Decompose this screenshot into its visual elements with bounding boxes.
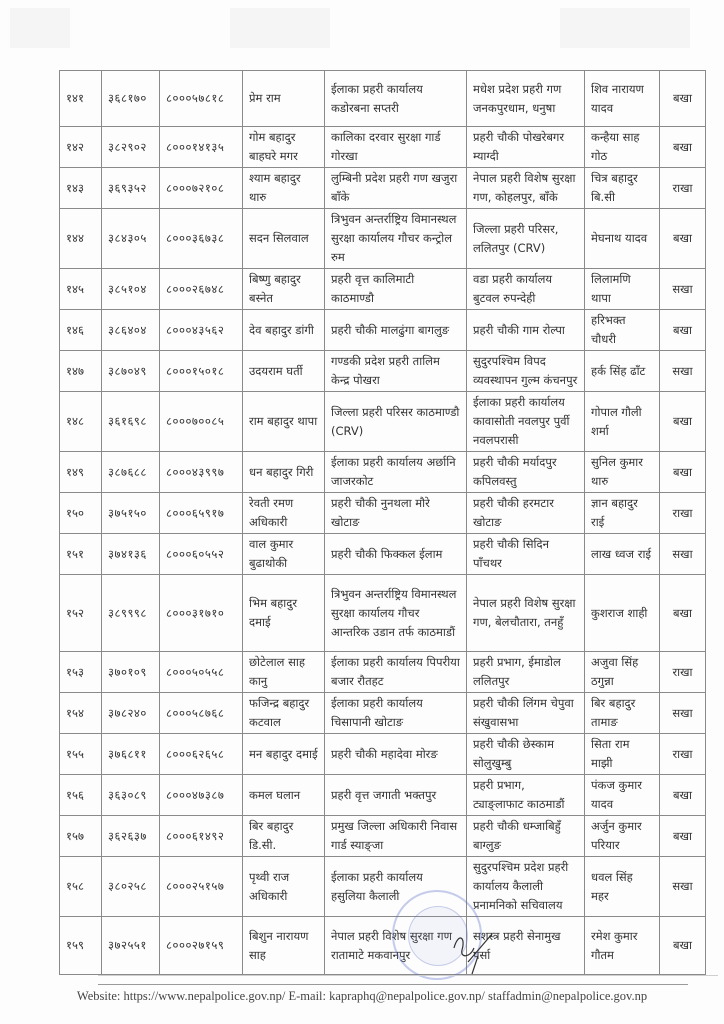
serial-number-cell: १४१ (60, 71, 102, 127)
table-row (60, 392, 706, 452)
current-office-cell: त्रिभुवन अन्तर्राष्ट्रिय विमानस्थल सुरक्षा कार्यालय गौचर आन्तरिक उडान तर्फ काठमाडौं (325, 575, 467, 652)
employee-name-cell: श्याम बहादुर थारु (243, 168, 325, 209)
transfer-table-body (60, 71, 706, 975)
current-office-cell: ईलाका प्रहरी कार्यालय चिसापानी खोटाङ (325, 693, 467, 734)
code-number-cell: ८०००६१४९२ (160, 816, 243, 857)
transfer-office-cell: प्रहरी चौकी लिंगम चेपुवा संखुवासभा (467, 693, 585, 734)
employee-name-cell: भिम बहादुर दमाई (243, 575, 325, 652)
section-status-cell: राखा (660, 734, 706, 775)
serial-number-cell: १५५ (60, 734, 102, 775)
current-office-cell: प्रहरी चौकी नुनथला मौरे खोटाङ (325, 493, 467, 534)
section-status-cell: बखा (660, 816, 706, 857)
section-status-cell: सखा (660, 534, 706, 575)
serial-number-cell: १४८ (60, 392, 102, 452)
serial-number-cell: १४७ (60, 351, 102, 392)
employee-name-cell: बिर बहादुर डि.सी. (243, 816, 325, 857)
transfer-office-cell: प्रहरी चौकी पोखरेबगर म्याग्दी (467, 127, 585, 168)
table-row (60, 310, 706, 351)
personnel-id-cell: ३८७६८८ (102, 452, 160, 493)
personnel-id-cell: ३८९९९८ (102, 575, 160, 652)
footer-contact: Website: https://www.nepalpolice.gov.np/ E-mail: kapraphq@nepalpolice.gov.np/ staffadmin@nepalpolice.gov.np (76, 989, 648, 1003)
employee-name-cell: पृथ्वी राज अधिकारी (243, 857, 325, 917)
section-status-cell: सखा (660, 269, 706, 310)
section-status-cell: सखा (660, 693, 706, 734)
current-office-cell: प्रहरी चौकी महादेवा मोरङ (325, 734, 467, 775)
personnel-id-cell: ३८४३०५ (102, 209, 160, 269)
current-office-cell: प्रहरी चौकी फिक्कल ईलाम (325, 534, 467, 575)
employee-name-cell: फजिन्द्र बहादुर कटवाल (243, 693, 325, 734)
current-office-cell: प्रहरी वृत्त कालिमाटी काठमाण्डौ (325, 269, 467, 310)
section-status-cell: सखा (660, 857, 706, 917)
personnel-id-cell: ३६१६९८ (102, 392, 160, 452)
personnel-id-cell: ३८६४०४ (102, 310, 160, 351)
personnel-id-cell: ३७५१५० (102, 493, 160, 534)
code-number-cell: ८०००६५९१७ (160, 493, 243, 534)
officer-name-cell: धवल सिंह महर (585, 857, 660, 917)
serial-number-cell: १४४ (60, 209, 102, 269)
employee-name-cell: वाल कुमार बुढाथोकी (243, 534, 325, 575)
table-row (60, 351, 706, 392)
section-status-cell: बखा (660, 310, 706, 351)
employee-name-cell: देव बहादुर डांगी (243, 310, 325, 351)
table-row (60, 71, 706, 127)
transfer-table (59, 70, 706, 975)
officer-name-cell: चित्र बहादुर बि.सी (585, 168, 660, 209)
transfer-office-cell: मधेश प्रदेश प्रहरी गण जनकपुरधाम, धनुषा (467, 71, 585, 127)
personnel-id-cell: ३८५१०४ (102, 269, 160, 310)
code-number-cell: ८०००४३५६२ (160, 310, 243, 351)
transfer-office-cell: प्रहरी चौकी मर्यादपुर कपिलवस्तु (467, 452, 585, 493)
officer-name-cell: पंकज कुमार यादव (585, 775, 660, 816)
current-office-cell: गण्डकी प्रदेश प्रहरी तालिम केन्द्र पोखरा (325, 351, 467, 392)
table-row (60, 857, 706, 917)
current-office-cell: ईलाका प्रहरी कार्यालय कडोरबना सप्तरी (325, 71, 467, 127)
personnel-id-cell: ३६९३५२ (102, 168, 160, 209)
current-office-cell: ईलाका प्रहरी कार्यालय अर्छानि जाजरकोट (325, 452, 467, 493)
footer-divider (98, 984, 688, 985)
footer-divider-light (98, 975, 718, 976)
officer-name-cell: कन्हैया साह गोठ (585, 127, 660, 168)
serial-number-cell: १४२ (60, 127, 102, 168)
code-number-cell: ८०००१५०१८ (160, 351, 243, 392)
code-number-cell: ८०००४७३८७ (160, 775, 243, 816)
code-number-cell: ८०००७२१०८ (160, 168, 243, 209)
employee-name-cell: धन बहादुर गिरी (243, 452, 325, 493)
employee-name-cell: गोम बहादुर बाहघरे मगर (243, 127, 325, 168)
employee-name-cell: बिष्णु बहादुर बस्नेत (243, 269, 325, 310)
officer-name-cell: अजुवा सिंह ठगुन्ना (585, 652, 660, 693)
current-office-cell: जिल्ला प्रहरी परिसर काठमाण्डौ (CRV) (325, 392, 467, 452)
transfer-office-cell: प्रहरी प्रभाग, ट्याङ्लाफाट काठमाडौं (467, 775, 585, 816)
table-row (60, 575, 706, 652)
transfer-office-cell: नेपाल प्रहरी विशेष सुरक्षा गण, बेलचौतारा, तनहुँ (467, 575, 585, 652)
section-status-cell: बखा (660, 917, 706, 975)
table-row (60, 452, 706, 493)
code-number-cell: ८०००६०५५२ (160, 534, 243, 575)
serial-number-cell: १४३ (60, 168, 102, 209)
serial-number-cell: १५१ (60, 534, 102, 575)
code-number-cell: ८०००२५१५७ (160, 857, 243, 917)
personnel-id-cell: ३६८१७० (102, 71, 160, 127)
serial-number-cell: १५२ (60, 575, 102, 652)
transfer-office-cell: सशस्त्र प्रहरी सेनामुख पर्सा (467, 917, 585, 975)
serial-number-cell: १४५ (60, 269, 102, 310)
transfer-office-cell: ईलाका प्रहरी कार्यालय कावासोती नवलपुर पुर्वी नवलपरासी (467, 392, 585, 452)
transfer-office-cell: सुदुरपश्चिम प्रदेश प्रहरी कार्यालय कैलाली प्रनामनिको सचिवालय (467, 857, 585, 917)
officer-name-cell: कुशराज शाही (585, 575, 660, 652)
serial-number-cell: १५३ (60, 652, 102, 693)
table-row (60, 534, 706, 575)
code-number-cell: ८०००३१७१० (160, 575, 243, 652)
employee-name-cell: उदयराम घर्ती (243, 351, 325, 392)
employee-name-cell: बिशुन नारायण साह (243, 917, 325, 975)
section-status-cell: राखा (660, 168, 706, 209)
transfer-office-cell: नेपाल प्रहरी विशेष सुरक्षा गण, कोहलपुर, बाँके (467, 168, 585, 209)
personnel-id-cell: ३८७०४९ (102, 351, 160, 392)
serial-number-cell: १५४ (60, 693, 102, 734)
employee-name-cell: रेवती रमण अधिकारी (243, 493, 325, 534)
officer-name-cell: हरिभक्त चौधरी (585, 310, 660, 351)
officer-name-cell: गोपाल गौली शर्मा (585, 392, 660, 452)
section-status-cell: बखा (660, 575, 706, 652)
officer-name-cell: हर्क सिंह ढाँट (585, 351, 660, 392)
personnel-id-cell: ३८०२५८ (102, 857, 160, 917)
table-row (60, 269, 706, 310)
personnel-id-cell: ३७६८११ (102, 734, 160, 775)
transfer-office-cell: प्रहरी चौकी हरमटार खोटाङ (467, 493, 585, 534)
transfer-office-cell: प्रहरी चौकी सिदिन पाँचथर (467, 534, 585, 575)
table-row (60, 734, 706, 775)
current-office-cell: ईलाका प्रहरी कार्यालय हसुलिया कैलाली (325, 857, 467, 917)
personnel-id-cell: ३७४१३६ (102, 534, 160, 575)
transfer-office-cell: प्रहरी प्रभाग, ईमाडोल ललितपुर (467, 652, 585, 693)
table-row (60, 693, 706, 734)
section-status-cell: बखा (660, 127, 706, 168)
code-number-cell: ८०००५८७६८ (160, 693, 243, 734)
current-office-cell: कालिका दरवार सुरक्षा गार्ड गोरखा (325, 127, 467, 168)
officer-name-cell: सिता राम माझी (585, 734, 660, 775)
table-row (60, 775, 706, 816)
serial-number-cell: १५६ (60, 775, 102, 816)
serial-number-cell: १४९ (60, 452, 102, 493)
section-status-cell: बखा (660, 392, 706, 452)
current-office-cell: प्रहरी वृत्त जगाती भक्तपुर (325, 775, 467, 816)
employee-name-cell: मन बहादुर दमाई (243, 734, 325, 775)
officer-name-cell: मेघनाथ यादव (585, 209, 660, 269)
employee-name-cell: सदन सिलवाल (243, 209, 325, 269)
table-row (60, 917, 706, 975)
transfer-office-cell: जिल्ला प्रहरी परिसर, ललितपुर (CRV) (467, 209, 585, 269)
officer-name-cell: ज्ञान बहादुर राई (585, 493, 660, 534)
code-number-cell: ८०००७००८५ (160, 392, 243, 452)
employee-name-cell: छोटेलाल साह कानु (243, 652, 325, 693)
employee-name-cell: राम बहादुर थापा (243, 392, 325, 452)
section-status-cell: सखा (660, 351, 706, 392)
personnel-id-cell: ३७२५५१ (102, 917, 160, 975)
current-office-cell: लुम्बिनी प्रदेश प्रहरी गण खजुरा बाँके (325, 168, 467, 209)
personnel-id-cell: ३७८२४० (102, 693, 160, 734)
serial-number-cell: १५८ (60, 857, 102, 917)
personnel-id-cell: ३६२६३७ (102, 816, 160, 857)
transfer-office-cell: प्रहरी चौकी धम्जाबिहुँ बाग्लुङ (467, 816, 585, 857)
table-row (60, 816, 706, 857)
employee-name-cell: कमल घलान (243, 775, 325, 816)
table-row (60, 652, 706, 693)
code-number-cell: ८०००२७१५९ (160, 917, 243, 975)
transfer-office-cell: प्रहरी चौकी गाम रोल्पा (467, 310, 585, 351)
personnel-id-cell: ३७०१०९ (102, 652, 160, 693)
section-status-cell: राखा (660, 493, 706, 534)
current-office-cell: प्रमुख जिल्ला अधिकारी निवास गार्ड स्याङ्जा (325, 816, 467, 857)
code-number-cell: ८०००५०५५८ (160, 652, 243, 693)
code-number-cell: ८०००१४१३५ (160, 127, 243, 168)
table-row (60, 493, 706, 534)
current-office-cell: त्रिभुवन अन्तर्राष्ट्रिय विमानस्थल सुरक्षा कार्यालय गौचर कन्ट्रोल रुम (325, 209, 467, 269)
bleed-through-mark (230, 8, 330, 48)
section-status-cell: बखा (660, 209, 706, 269)
code-number-cell: ८०००५७८१८ (160, 71, 243, 127)
serial-number-cell: १५७ (60, 816, 102, 857)
officer-name-cell: रमेश कुमार गौतम (585, 917, 660, 975)
section-status-cell: बखा (660, 452, 706, 493)
current-office-cell: प्रहरी चौकी मालढुंगा बागलुङ (325, 310, 467, 351)
table-row (60, 168, 706, 209)
officer-name-cell: अर्जुन कुमार परियार (585, 816, 660, 857)
code-number-cell: ८०००३६७३८ (160, 209, 243, 269)
code-number-cell: ८०००६२६५८ (160, 734, 243, 775)
section-status-cell: राखा (660, 652, 706, 693)
code-number-cell: ८०००४३९९७ (160, 452, 243, 493)
officer-name-cell: लिलामणि थापा (585, 269, 660, 310)
officer-name-cell: लाख ध्वज राई (585, 534, 660, 575)
code-number-cell: ८०००२६७४८ (160, 269, 243, 310)
serial-number-cell: १५० (60, 493, 102, 534)
officer-name-cell: बिर बहादुर तामाङ (585, 693, 660, 734)
personnel-id-cell: ३६३०८९ (102, 775, 160, 816)
transfer-office-cell: वडा प्रहरी कार्यालय बुटवल रुपन्देही (467, 269, 585, 310)
current-office-cell: नेपाल प्रहरी विशेष सुरक्षा गण रातामाटे मकवानपुर (325, 917, 467, 975)
section-status-cell: बखा (660, 71, 706, 127)
table-row (60, 127, 706, 168)
serial-number-cell: १५९ (60, 917, 102, 975)
current-office-cell: ईलाका प्रहरी कार्यालय पिपरीया बजार रौतहट (325, 652, 467, 693)
serial-number-cell: १४६ (60, 310, 102, 351)
transfer-office-cell: प्रहरी चौकी छेस्काम सोलुखुम्बु (467, 734, 585, 775)
officer-name-cell: सुनिल कुमार थारु (585, 452, 660, 493)
officer-name-cell: शिव नारायण यादव (585, 71, 660, 127)
section-status-cell: बखा (660, 775, 706, 816)
table-row (60, 209, 706, 269)
transfer-office-cell: सुदुरपश्चिम विपद व्यवस्थापन गुल्म कंचनपुर (467, 351, 585, 392)
bleed-through-mark (560, 8, 690, 48)
personnel-id-cell: ३८२९०२ (102, 127, 160, 168)
bleed-through-mark (10, 8, 70, 48)
employee-name-cell: प्रेम राम (243, 71, 325, 127)
